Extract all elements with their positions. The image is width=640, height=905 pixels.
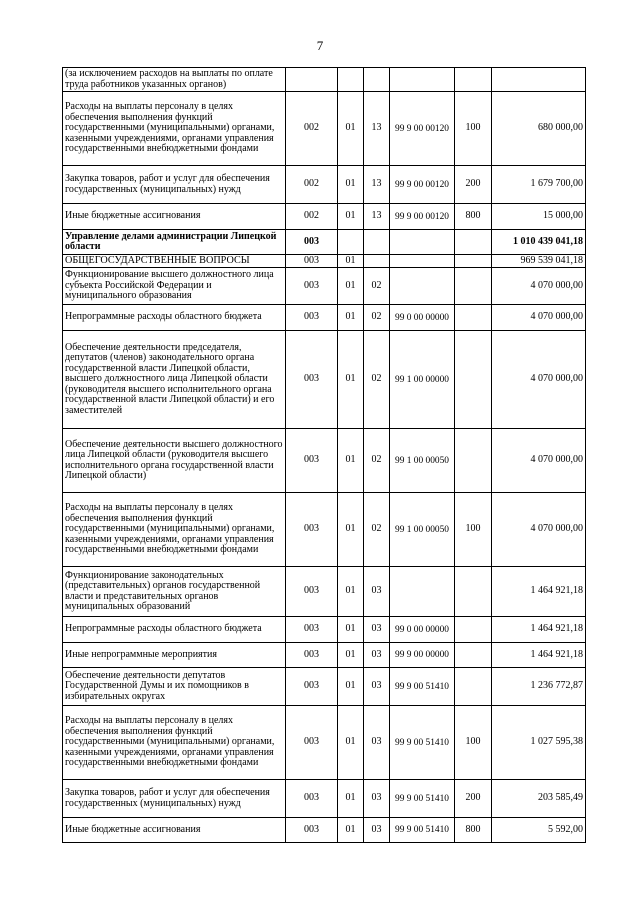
row-target-article: 99 9 00 00000 (390, 643, 455, 668)
row-section: 01 (338, 166, 364, 204)
row-expense-type (455, 255, 492, 268)
row-target-article: 99 9 00 51410 (390, 818, 455, 843)
row-code: 003 (286, 230, 338, 255)
table-row (63, 92, 586, 166)
row-expense-type: 800 (455, 204, 492, 230)
row-subsection: 02 (364, 429, 390, 493)
row-sum: 203 585,49 (492, 780, 586, 818)
row-section: 01 (338, 92, 364, 166)
row-name: Иные бюджетные ассигнования (63, 818, 286, 843)
row-name: Функционирование высшего должностного лица субъекта Российской Федерации и муниципального образования (63, 268, 286, 305)
row-name: Расходы на выплаты персоналу в целях обеспечения выполнения функций государственными (муниципальными) органами, казенными учреждениями, органами управления государственными внебюджетными фондами (63, 493, 286, 567)
row-target-article: 99 1 00 00000 (390, 331, 455, 429)
table-row (63, 68, 586, 92)
row-expense-type: 100 (455, 706, 492, 780)
row-subsection: 02 (364, 268, 390, 305)
table-row (63, 706, 586, 780)
row-name: Непрограммные расходы областного бюджета (63, 305, 286, 331)
table-row (63, 305, 586, 331)
row-sum: 5 592,00 (492, 818, 586, 843)
row-target-article: 99 9 00 00120 (390, 204, 455, 230)
row-section: 01 (338, 617, 364, 643)
row-subsection: 13 (364, 92, 390, 166)
row-code: 003 (286, 780, 338, 818)
row-expense-type: 800 (455, 818, 492, 843)
row-sum: 1 010 439 041,18 (492, 230, 586, 255)
row-sum: 1 027 595,38 (492, 706, 586, 780)
row-code: 003 (286, 617, 338, 643)
table-row (63, 567, 586, 617)
row-subsection: 03 (364, 567, 390, 617)
row-expense-type (455, 567, 492, 617)
row-expense-type: 200 (455, 780, 492, 818)
row-sum: 1 464 921,18 (492, 567, 586, 617)
row-target-article (390, 230, 455, 255)
table-row (63, 204, 586, 230)
row-sum: 1 464 921,18 (492, 643, 586, 668)
row-sum: 1 679 700,00 (492, 166, 586, 204)
row-subsection: 03 (364, 668, 390, 706)
table-row (63, 493, 586, 567)
row-section: 01 (338, 706, 364, 780)
row-expense-type: 200 (455, 166, 492, 204)
row-code: 003 (286, 493, 338, 567)
row-name: Закупка товаров, работ и услуг для обеспечения государственных (муниципальных) нужд (63, 166, 286, 204)
row-name: (за исключением расходов на выплаты по оплате труда работников указанных органов) (63, 68, 286, 92)
row-sum: 4 070 000,00 (492, 305, 586, 331)
row-code (286, 68, 338, 92)
row-section (338, 230, 364, 255)
row-expense-type (455, 643, 492, 668)
row-subsection: 13 (364, 204, 390, 230)
row-sum: 969 539 041,18 (492, 255, 586, 268)
row-expense-type (455, 429, 492, 493)
row-name: Расходы на выплаты персоналу в целях обеспечения выполнения функций государственными (муниципальными) органами, казенными учреждениями, органами управления государственными внебюджетными фондами (63, 706, 286, 780)
row-code: 002 (286, 204, 338, 230)
row-subsection: 02 (364, 493, 390, 567)
table-row (63, 643, 586, 668)
row-code: 003 (286, 255, 338, 268)
row-target-article: 99 9 00 51410 (390, 706, 455, 780)
row-expense-type (455, 230, 492, 255)
row-target-article (390, 68, 455, 92)
table-row (63, 429, 586, 493)
row-code: 003 (286, 818, 338, 843)
row-section: 01 (338, 429, 364, 493)
row-sum: 1 464 921,18 (492, 617, 586, 643)
row-section (338, 68, 364, 92)
row-sum: 4 070 000,00 (492, 268, 586, 305)
row-expense-type (455, 331, 492, 429)
row-name: Закупка товаров, работ и услуг для обеспечения государственных (муниципальных) нужд (63, 780, 286, 818)
row-name: Обеспечение деятельности председателя, депутатов (членов) законодательного органа государственной власти Липецкой области, высшего должностного лица Липецкой области (руководителя высшего исполнительного органа государственной власти Липецкой области) и его заместителей (63, 331, 286, 429)
table-row (63, 230, 586, 255)
row-subsection (364, 230, 390, 255)
table-row (63, 166, 586, 204)
row-section: 01 (338, 204, 364, 230)
row-name: Управление делами администрации Липецкой области (63, 230, 286, 255)
table-row (63, 255, 586, 268)
row-name: Иные непрограммные мероприятия (63, 643, 286, 668)
row-target-article: 99 9 00 51410 (390, 780, 455, 818)
row-target-article: 99 9 00 00120 (390, 166, 455, 204)
row-section: 01 (338, 255, 364, 268)
row-code: 003 (286, 305, 338, 331)
row-target-article: 99 0 00 00000 (390, 617, 455, 643)
row-expense-type (455, 668, 492, 706)
row-name: Обеспечение деятельности высшего должностного лица Липецкой области (руководителя высшего исполнительного органа государственной власти Липецкой области) (63, 429, 286, 493)
row-section: 01 (338, 331, 364, 429)
row-subsection: 03 (364, 643, 390, 668)
row-expense-type (455, 68, 492, 92)
row-expense-type (455, 268, 492, 305)
row-subsection: 03 (364, 617, 390, 643)
row-code: 003 (286, 668, 338, 706)
row-target-article: 99 9 00 51410 (390, 668, 455, 706)
row-name: Иные бюджетные ассигнования (63, 204, 286, 230)
row-sum: 4 070 000,00 (492, 429, 586, 493)
row-code: 003 (286, 331, 338, 429)
row-sum (492, 68, 586, 92)
row-name: Функционирование законодательных (представительных) органов государственной власти и представительных органов муниципальных образований (63, 567, 286, 617)
row-code: 003 (286, 268, 338, 305)
row-code: 003 (286, 429, 338, 493)
row-expense-type: 100 (455, 493, 492, 567)
row-code: 002 (286, 92, 338, 166)
table-row (63, 818, 586, 843)
row-expense-type (455, 617, 492, 643)
row-expense-type (455, 305, 492, 331)
row-target-article (390, 268, 455, 305)
row-target-article (390, 567, 455, 617)
row-sum: 4 070 000,00 (492, 493, 586, 567)
row-target-article: 99 1 00 00050 (390, 429, 455, 493)
row-subsection: 02 (364, 305, 390, 331)
row-target-article: 99 9 00 00120 (390, 92, 455, 166)
row-subsection: 03 (364, 706, 390, 780)
row-section: 01 (338, 668, 364, 706)
row-sum: 680 000,00 (492, 92, 586, 166)
budget-table-body (63, 68, 586, 843)
row-section: 01 (338, 780, 364, 818)
row-subsection: 02 (364, 331, 390, 429)
row-target-article: 99 1 00 00050 (390, 493, 455, 567)
row-subsection (364, 255, 390, 268)
row-name: Непрограммные расходы областного бюджета (63, 617, 286, 643)
row-target-article (390, 255, 455, 268)
row-subsection (364, 68, 390, 92)
table-row (63, 617, 586, 643)
budget-table (62, 67, 586, 843)
row-name: Обеспечение деятельности депутатов Государственной Думы и их помощников в избирательных округах (63, 668, 286, 706)
table-row (63, 268, 586, 305)
table-row (63, 331, 586, 429)
row-name: ОБЩЕГОСУДАРСТВЕННЫЕ ВОПРОСЫ (63, 255, 286, 268)
row-subsection: 03 (364, 780, 390, 818)
row-name: Расходы на выплаты персоналу в целях обеспечения выполнения функций государственными (муниципальными) органами, казенными учреждениями, органами управления государственными внебюджетными фондами (63, 92, 286, 166)
row-code: 003 (286, 643, 338, 668)
row-section: 01 (338, 643, 364, 668)
row-section: 01 (338, 268, 364, 305)
row-code: 003 (286, 706, 338, 780)
row-section: 01 (338, 818, 364, 843)
page-number: 7 (316, 38, 324, 53)
row-sum: 1 236 772,87 (492, 668, 586, 706)
row-section: 01 (338, 567, 364, 617)
row-code: 002 (286, 166, 338, 204)
row-target-article: 99 0 00 00000 (390, 305, 455, 331)
table-row (63, 780, 586, 818)
row-section: 01 (338, 493, 364, 567)
row-expense-type: 100 (455, 92, 492, 166)
row-code: 003 (286, 567, 338, 617)
row-sum: 4 070 000,00 (492, 331, 586, 429)
row-sum: 15 000,00 (492, 204, 586, 230)
table-row (63, 668, 586, 706)
row-section: 01 (338, 305, 364, 331)
row-subsection: 03 (364, 818, 390, 843)
row-subsection: 13 (364, 166, 390, 204)
